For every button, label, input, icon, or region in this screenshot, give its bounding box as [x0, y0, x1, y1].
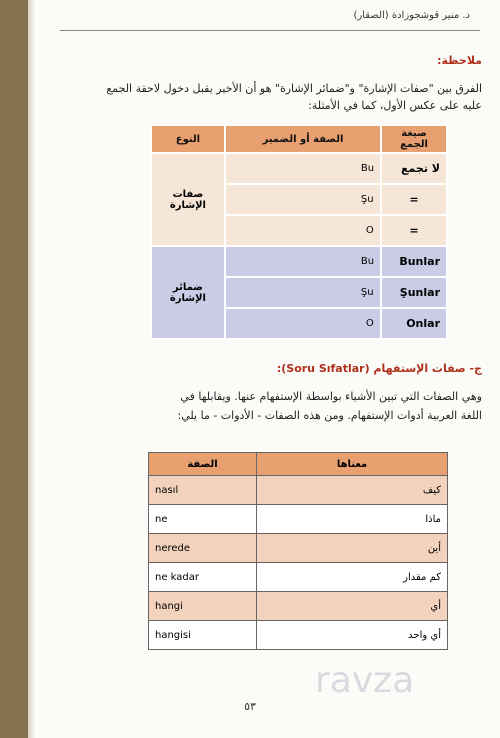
meaning-cell: أي — [257, 592, 448, 621]
header-plural: صيغة الجمع — [381, 125, 447, 153]
meaning-cell: كيف — [257, 476, 448, 505]
header-rule — [60, 30, 480, 31]
plural-cell: لا تجمع — [381, 153, 447, 184]
table-row — [149, 476, 448, 505]
meaning-cell: كم مقدار — [257, 563, 448, 592]
meaning-cell: ماذا — [257, 505, 448, 534]
header-adjective: الصفة — [149, 453, 257, 476]
paragraph-interrogatives-1: وهي الصفات التي تبين الأشياء بواسطة الإستفهام عنها. ويقابلها في — [180, 390, 482, 403]
table-header-row — [151, 125, 447, 153]
paragraph-interrogatives-2: اللغة العربية أدوات الإستفهام. ومن هذه الصفات - الأدوات - ما يلي: — [177, 409, 482, 422]
header-form: الصفة أو الضمير — [225, 125, 381, 153]
adjective-cell: hangisi — [149, 621, 257, 650]
book-spine — [0, 0, 28, 738]
form-cell: Bu — [225, 153, 381, 184]
adjective-cell: nasıl — [149, 476, 257, 505]
table-row — [149, 563, 448, 592]
adjective-cell: ne kadar — [149, 563, 257, 592]
plural-cell: = — [381, 184, 447, 215]
plural-cell: Şunlar — [381, 277, 447, 308]
plural-cell: = — [381, 215, 447, 246]
meaning-cell: أين — [257, 534, 448, 563]
form-cell: Şu — [225, 184, 381, 215]
form-cell: Şu — [225, 277, 381, 308]
running-header: د. منير قوشجوزادة (الصقار) — [353, 10, 470, 21]
demonstratives-table — [150, 124, 448, 340]
table-row — [149, 505, 448, 534]
meaning-cell: أي واحد — [257, 621, 448, 650]
note-label: ملاحظة: — [437, 54, 482, 67]
adjective-cell: ne — [149, 505, 257, 534]
table-row — [151, 246, 447, 277]
group-label-adjectives: صفات الإشارة — [151, 153, 225, 246]
watermark: ravza — [315, 660, 415, 701]
form-cell: Bu — [225, 246, 381, 277]
group-label-pronouns: ضمائر الإشارة — [151, 246, 225, 339]
table-row — [149, 534, 448, 563]
adjective-cell: hangi — [149, 592, 257, 621]
page-number: ٥٣ — [244, 700, 256, 713]
plural-cell: Onlar — [381, 308, 447, 339]
table-header-row — [149, 453, 448, 476]
form-cell: O — [225, 215, 381, 246]
table-row — [149, 592, 448, 621]
table-row — [151, 153, 447, 184]
paragraph-demonstratives: الفرق بين "صفات الإشارة" و"ضمائر الإشارة" هو أن الأخير يقبل دخول لاحقة الجمع عليه على عكس الأول، كما في الأمثلة: — [106, 82, 482, 112]
header-meaning: معناها — [257, 453, 448, 476]
adjective-cell: nerede — [149, 534, 257, 563]
form-cell: O — [225, 308, 381, 339]
section-title-interrogatives: ج- صفات الإستفهام (Soru Sıfatlar): — [276, 362, 482, 375]
plural-cell: Bunlar — [381, 246, 447, 277]
header-type: النوع — [151, 125, 225, 153]
table-row — [149, 621, 448, 650]
spine-shadow — [28, 0, 36, 738]
interrogatives-table — [148, 452, 448, 650]
